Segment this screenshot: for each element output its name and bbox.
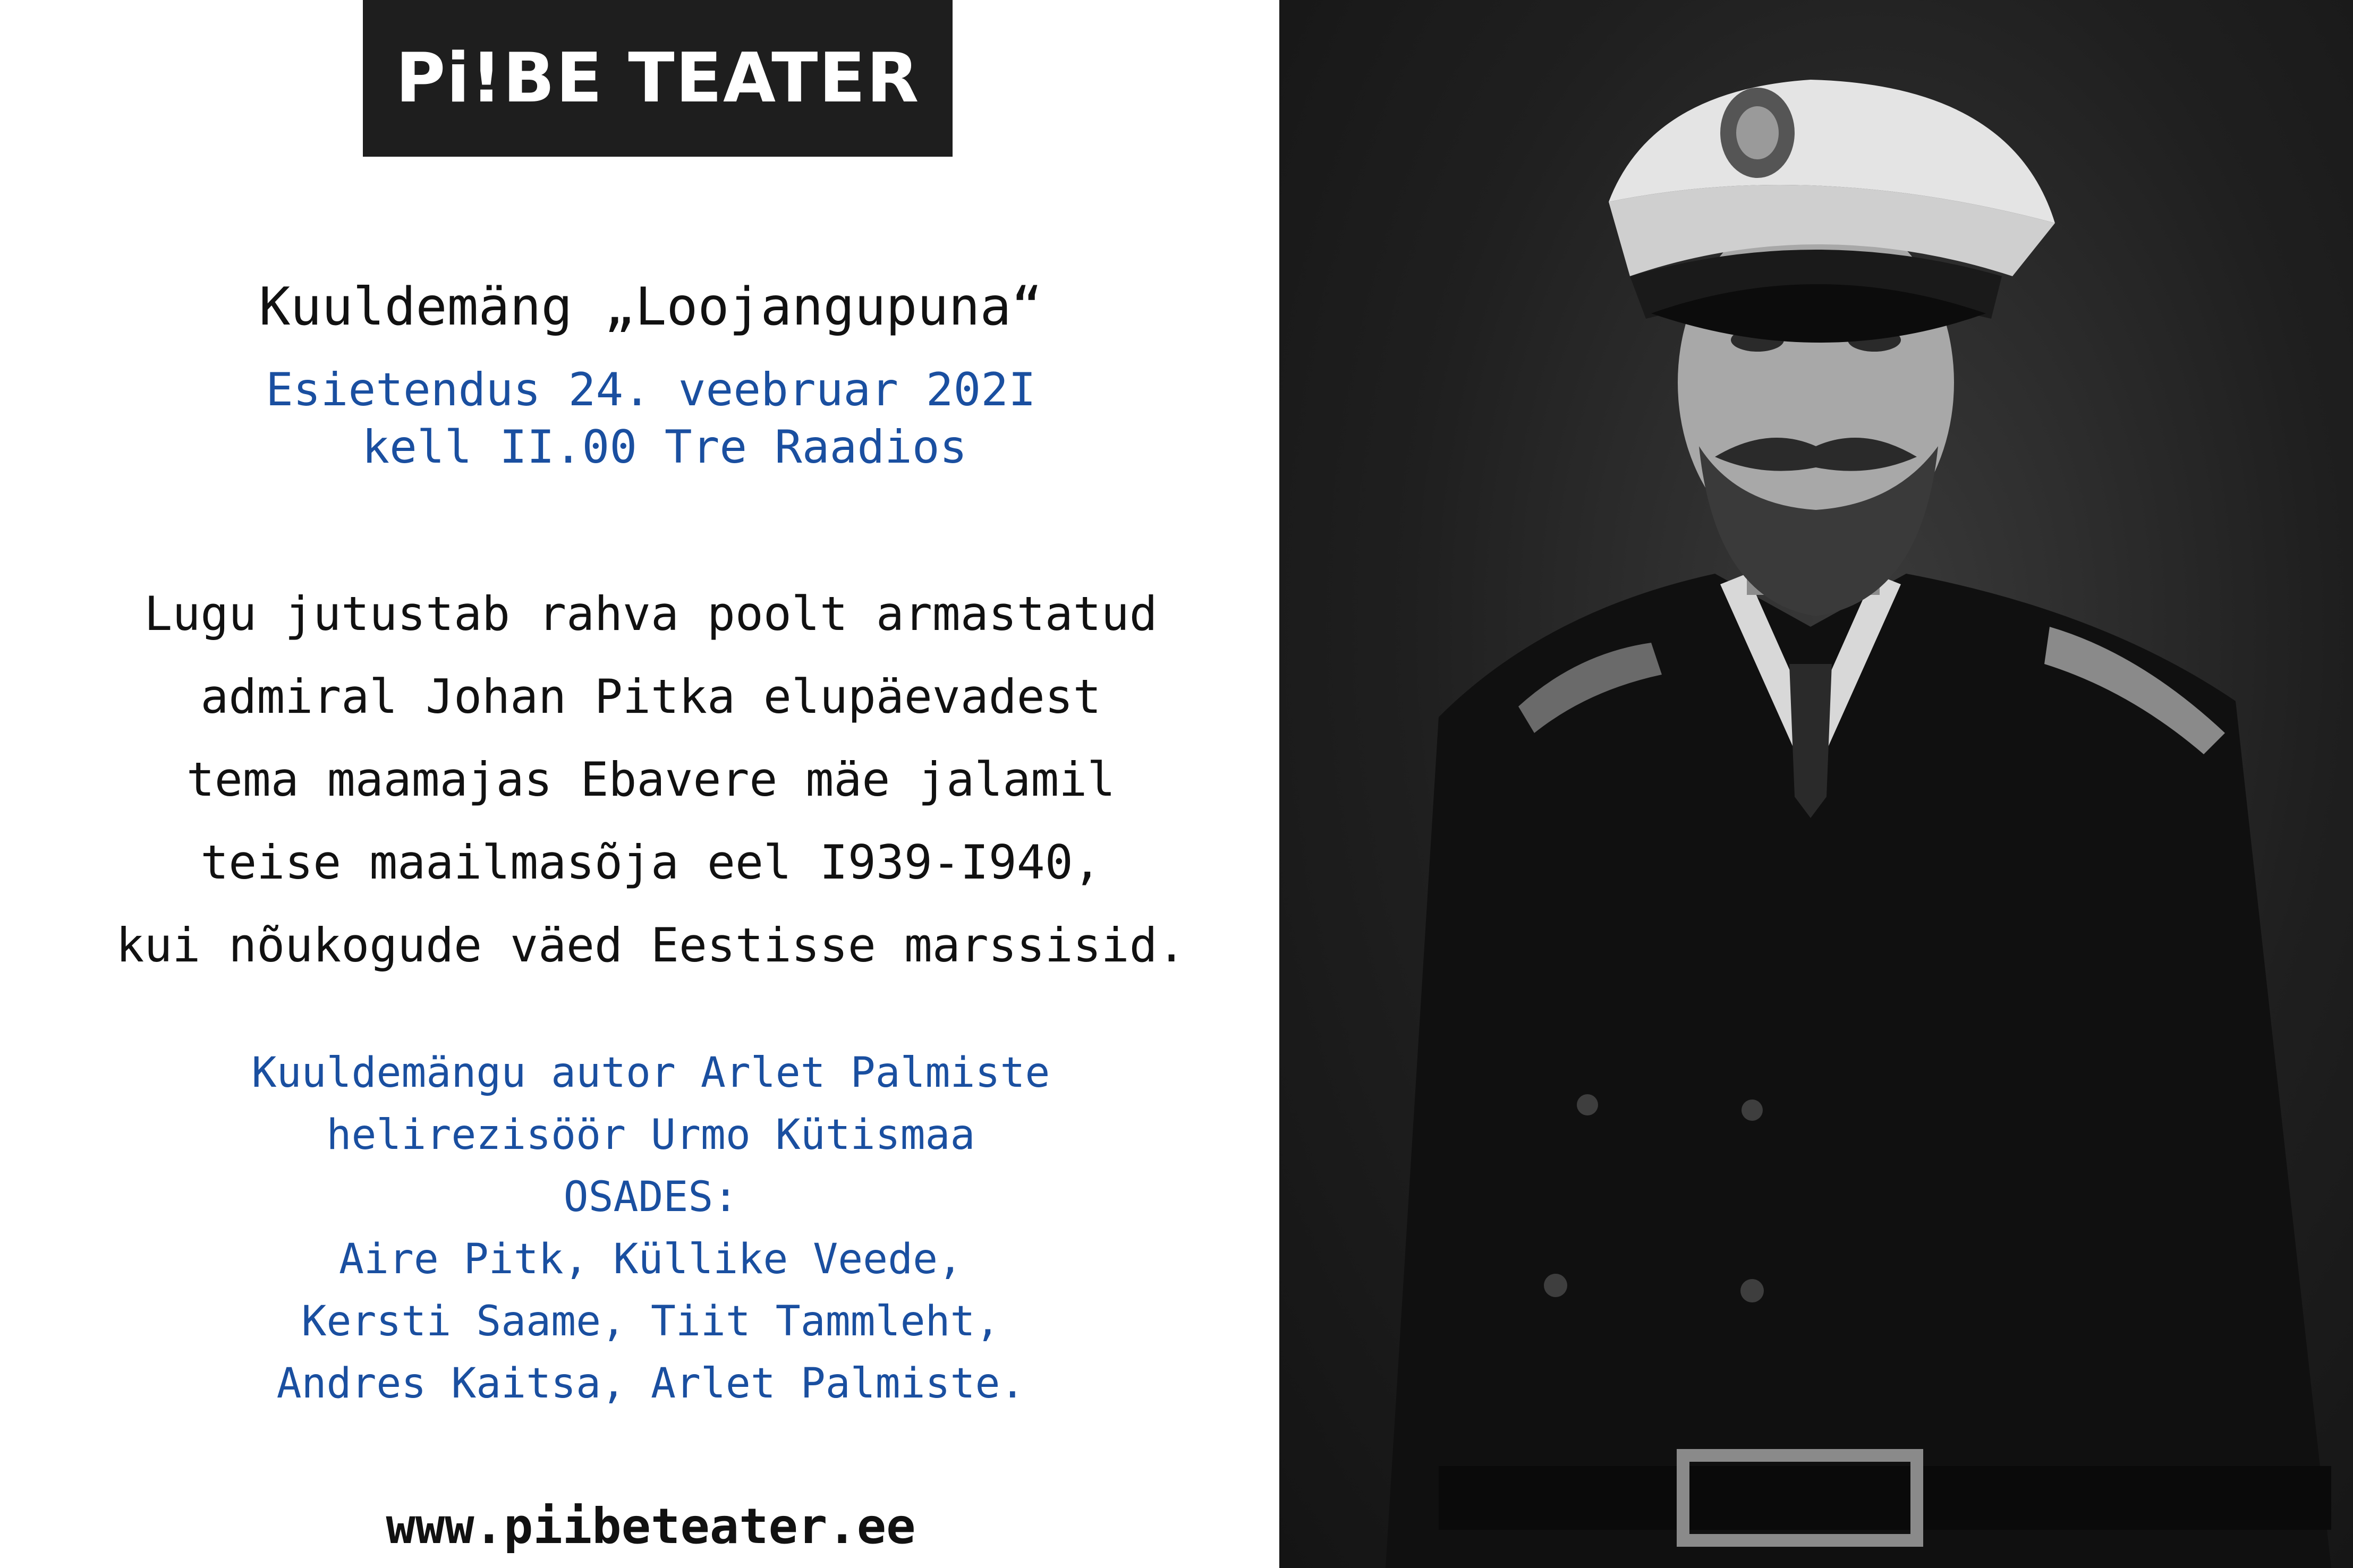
description-line: admiral Johan Pitka elupäevadest [200, 669, 1101, 724]
credits-line: Kuuldemängu autor Arlet Palmiste [251, 1049, 1050, 1097]
premiere-date: Esietendus 24. veebruar 202I [266, 363, 1036, 416]
logo-text: Pi!BE TEATER [395, 39, 920, 118]
admiral-portrait-photo [1279, 0, 2353, 1568]
credits [0, 1042, 1302, 1415]
description-line: kui nõukogude väed Eestisse marssisid. [116, 918, 1186, 973]
premiere-info [0, 361, 1302, 476]
description [0, 573, 1302, 987]
description-line: Lugu jutustab rahva poolt armastatud [144, 586, 1158, 641]
description-line: tema maamajas Ebavere mäe jalamil [186, 752, 1116, 807]
website-link[interactable]: www.piibeteater.ee [386, 1498, 916, 1555]
credits-line: Kersti Saame, Tiit Tammleht, [301, 1298, 1000, 1345]
credits-line: helirezisöör Urmo Kütismaa [326, 1111, 975, 1159]
play-title: Kuuldemäng „Loojangupuna“ [259, 277, 1043, 337]
description-line: teise maailmasõja eel I939-I940, [200, 835, 1101, 890]
credits-heading: OSADES: [563, 1173, 738, 1221]
credits-line: Aire Pitk, Küllike Veede, [339, 1235, 963, 1283]
credits-line: Andres Kaitsa, Arlet Palmiste. [276, 1360, 1025, 1408]
logo-banner [363, 0, 953, 157]
premiere-time-venue: kell II.00 Tre Raadios [334, 421, 967, 474]
